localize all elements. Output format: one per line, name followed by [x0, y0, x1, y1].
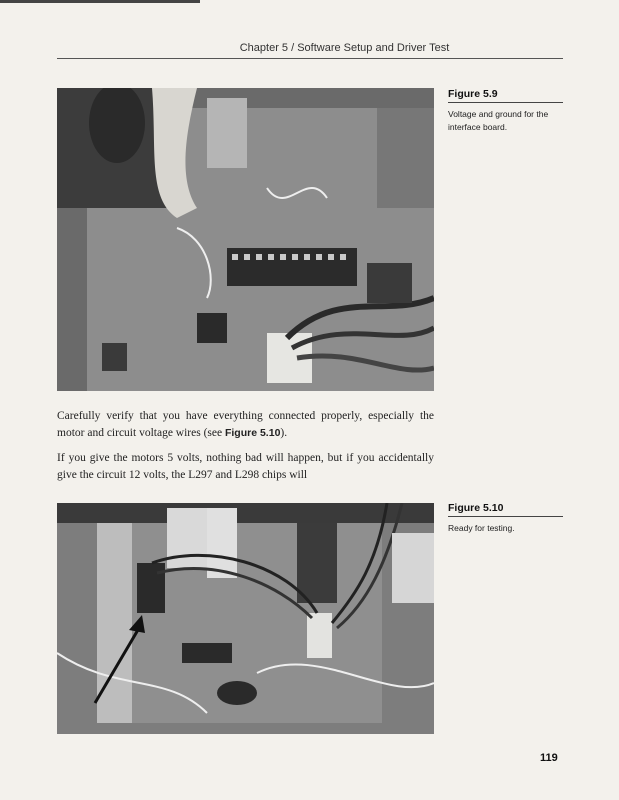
top-edge-rule	[0, 0, 200, 3]
page-number: 119	[540, 752, 558, 764]
figure-5-9-caption: Voltage and ground for the interface board.	[448, 109, 549, 132]
figure-5-10-label: Figure 5.10	[448, 502, 563, 517]
figure-5-9-label: Figure 5.9	[448, 88, 563, 103]
header-rule	[57, 58, 563, 59]
body-paragraph-1	[57, 408, 434, 442]
running-head: Chapter 5 / Software Setup and Driver Test	[239, 42, 450, 54]
figure-5-10-photo	[57, 503, 434, 734]
figure-reference: Figure 5.10	[224, 427, 281, 439]
figure-5-9-photo	[57, 88, 434, 391]
para1-text: Carefully verify that you have everything connected properly, especially the motor and circuit voltage wires (see	[57, 410, 434, 439]
body-paragraph-2: If you give the motors 5 volts, nothing bad will happen, but if you accidentally give the circuit 12 volts, the L297 and L298 chips will	[57, 452, 434, 481]
figure-5-10-caption: Ready for testing.	[448, 523, 515, 533]
para1-end: ).	[280, 427, 288, 439]
